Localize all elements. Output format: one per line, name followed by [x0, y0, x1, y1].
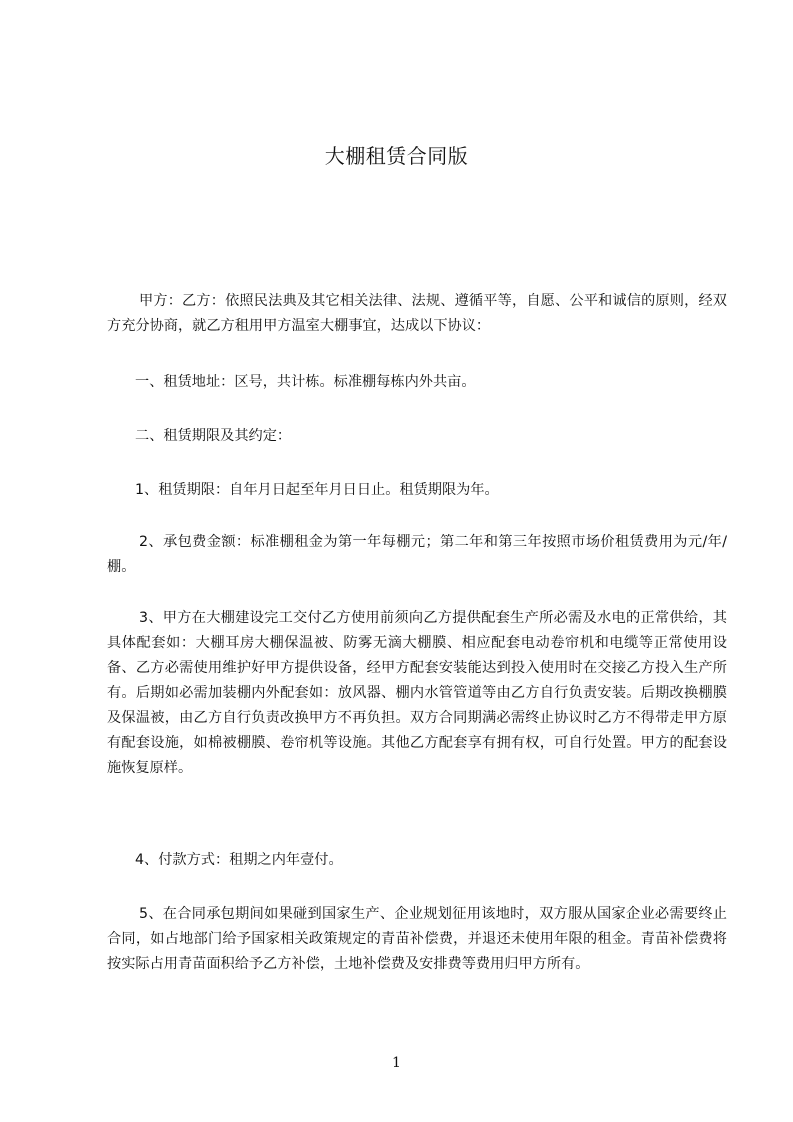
page-number: 1 — [392, 1055, 401, 1071]
paragraph-clause-1: 1、租赁期限：自年月日起至年月日日止。租赁期限为年。 — [135, 482, 499, 498]
paragraph-clause-5: 5、在合同承包期间如果碰到国家生产、企业规划征用该地时，双方服从国家企业必需要终止合同，如占地部门给予国家相关政策规定的青苗补偿费，并退还未使用年限的租金。青苗补偿费将按实际占用青苗面积给予乙方补偿，土地补偿费及安排费等费用归甲方所有。 — [107, 906, 727, 972]
paragraph-clause-3: 3、甲方在大棚建设完工交付乙方使用前须向乙方提供配套生产所必需及水电的正常供给，其具体配套如：大棚耳房大棚保温被、防雾无滴大棚膜、相应配套电动卷帘机和电缆等正常使用设备、乙方必需使用维护好甲方提供设备，经甲方配套安装能达到投入使用时在交接乙方投入生产所有。后期如必需加装棚内外配套如：放风器、棚内水管管道等由乙方自行负责安装。后期改换棚膜及保温被，由乙方自行负责改换甲方不再负担。双方合同期满必需终止协议时乙方不得带走甲方原有配套设施，如棉被棚膜、卷帘机等设施。其他乙方配套享有拥有权，可自行处置。甲方的配套设施恢复原样。 — [107, 610, 727, 776]
paragraph-clause-4: 4、付款方式：租期之内年壹付。 — [135, 852, 343, 868]
paragraph-preamble: 甲方：乙方：依照民法典及其它相关法律、法规、遵循平等，自愿、公平和诚信的原则，经双方充分协商，就乙方租用甲方温室大棚事宜，达成以下协议： — [107, 293, 727, 334]
paragraph-lease-address: 一、租赁地址：区号，共计栋。标准棚每栋内外共亩。 — [135, 374, 476, 390]
paragraph-clause-2: 2、承包费金额：标准棚租金为第一年每棚元；第二年和第三年按照市场价租赁费用为元/年/棚。 — [107, 534, 727, 575]
document-title: 大棚租赁合同版 — [324, 144, 469, 168]
paragraph-lease-term-heading: 二、租赁期限及其约定： — [135, 428, 292, 444]
